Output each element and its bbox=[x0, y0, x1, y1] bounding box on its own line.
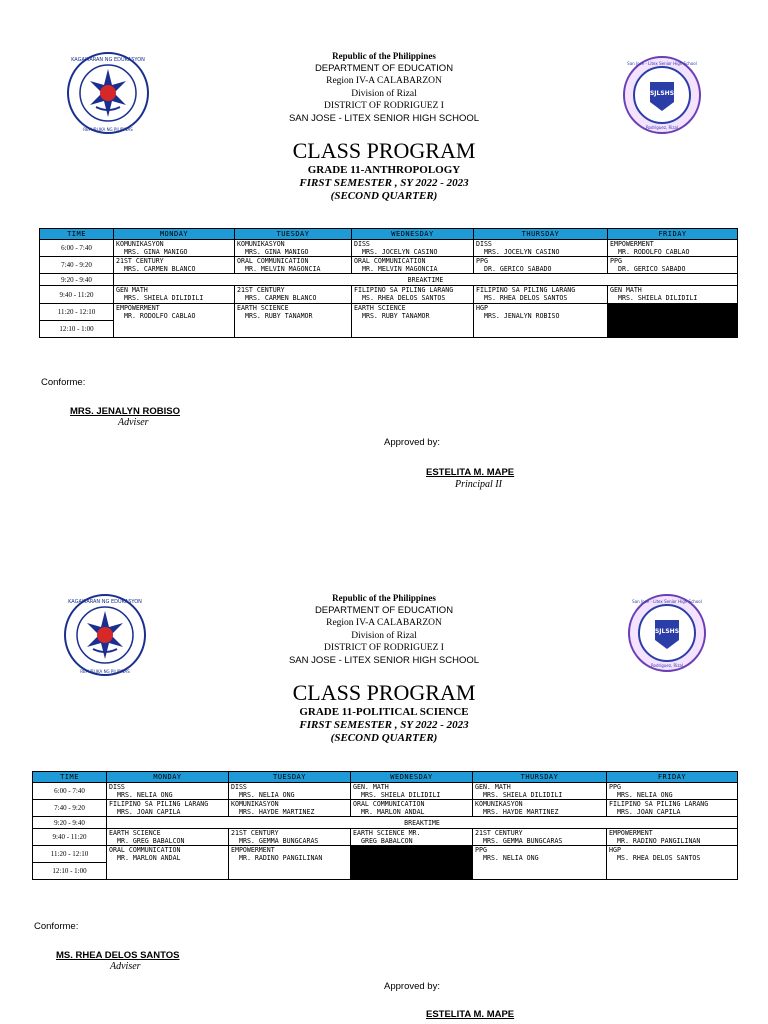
svg-text:KAGAWARAN NG EDUKASYON: KAGAWARAN NG EDUKASYON bbox=[68, 599, 142, 605]
teacher-name: MS. RHEA DELOS SANTOS bbox=[484, 294, 568, 302]
semester-line: FIRST SEMESTER , SY 2022 - 2023 bbox=[299, 719, 469, 731]
teacher-name: DR. GERICO SABADO bbox=[484, 265, 552, 273]
teacher-name: MR. MELVIN MAGONCIA bbox=[245, 265, 321, 273]
teacher-name: MRS. GINA MANIGO bbox=[245, 248, 309, 256]
teacher-name: MRS. JOAN CAPILA bbox=[117, 808, 181, 816]
day-header: TUESDAY bbox=[235, 229, 352, 240]
teacher-name: MRS. JENALYN ROBISO bbox=[484, 312, 560, 320]
subject-name: EMPOWERMENT bbox=[116, 304, 160, 312]
svg-text:Rodriguez, Rizal: Rodriguez, Rizal bbox=[645, 125, 679, 130]
teacher-name: MRS. SHIELA DILIDILI bbox=[618, 294, 698, 302]
adviser-name: MS. RHEA DELOS SANTOS bbox=[56, 950, 180, 961]
teacher-name: MR. MARLON ANDAL bbox=[361, 808, 425, 816]
subject-name: PPG bbox=[610, 257, 622, 265]
principal-name: ESTELITA M. MAPE bbox=[426, 1009, 515, 1020]
department-line: DEPARTMENT OF EDUCATION bbox=[314, 604, 454, 616]
principal-role: Principal II bbox=[455, 479, 502, 490]
breaktime-cell: BREAKTIME bbox=[114, 274, 738, 286]
principal-name: ESTELITA M. MAPE bbox=[426, 467, 515, 478]
subject-name: DISS bbox=[476, 240, 492, 248]
schedule-cell bbox=[473, 800, 607, 817]
adviser-role: Adviser bbox=[110, 961, 141, 972]
svg-text:SJLSHS: SJLSHS bbox=[654, 628, 680, 635]
schedule-table bbox=[32, 771, 738, 880]
svg-text:SJLSHS: SJLSHS bbox=[649, 90, 675, 97]
time-slot: 7:40 - 9:20 bbox=[40, 257, 114, 274]
teacher-name: MRS. SHIELA DILIDILI bbox=[124, 294, 204, 302]
teacher-name: MRS. CARMEN BLANCO bbox=[245, 294, 317, 302]
republic-line: Republic of the Philippines bbox=[332, 51, 436, 61]
division-line: Division of Rizal bbox=[351, 630, 417, 641]
subject-name: FILIPINO SA PILING LARANG bbox=[354, 286, 454, 294]
subject-name: DISS bbox=[231, 783, 247, 791]
subject-name: GEN. MATH bbox=[353, 783, 389, 791]
svg-text:KAGAWARAN NG EDUKASYON: KAGAWARAN NG EDUKASYON bbox=[71, 57, 145, 63]
teacher-name: MR. RODOLFO CABLAO bbox=[618, 248, 690, 256]
schedule-cell bbox=[607, 783, 738, 800]
program-title: CLASS PROGRAM bbox=[292, 680, 476, 705]
subject-name: EMPOWERMENT bbox=[610, 240, 654, 248]
schedule-cell bbox=[229, 829, 351, 846]
subject-name: EARTH SCIENCE MR. bbox=[353, 829, 421, 837]
schedule-cell bbox=[473, 829, 607, 846]
svg-text:REPUBLIKA NG PILIPINAS: REPUBLIKA NG PILIPINAS bbox=[80, 669, 130, 674]
teacher-name: MR. RADINO PANGILINAN bbox=[239, 854, 323, 862]
day-header: MONDAY bbox=[107, 772, 229, 783]
teacher-name: MRS. SHIELA DILIDILI bbox=[361, 791, 441, 799]
subject-name: ORAL COMMUNICATION bbox=[237, 257, 309, 265]
teacher-name: MR. RADINO PANGILINAN bbox=[617, 837, 701, 845]
subject-name: FILIPINO SA PILING LARANG bbox=[109, 800, 209, 808]
republic-line: Republic of the Philippines bbox=[332, 593, 436, 603]
conforme-label: Conforme: bbox=[41, 377, 86, 388]
subject-name: EARTH SCIENCE bbox=[109, 829, 161, 837]
district-line: DISTRICT OF RODRIGUEZ I bbox=[324, 101, 444, 111]
schedule-cell bbox=[351, 783, 473, 800]
subject-name: PPG bbox=[475, 846, 487, 854]
schedule-cell bbox=[107, 846, 229, 880]
schedule-cell bbox=[473, 783, 607, 800]
teacher-name: MRS. NELIA ONG bbox=[239, 791, 295, 799]
teacher-name: MRS. HAYDE MARTINEZ bbox=[483, 808, 559, 816]
time-slot: 6:00 - 7:40 bbox=[40, 240, 114, 257]
svg-text:Rodriguez, Rizal: Rodriguez, Rizal bbox=[650, 663, 684, 668]
subject-name: EARTH SCIENCE bbox=[354, 304, 406, 312]
svg-text:San Jose - Litex Senior High S: San Jose - Litex Senior High School bbox=[627, 61, 697, 66]
schedule-cell bbox=[473, 846, 607, 880]
time-slot: 9:20 - 9:40 bbox=[33, 817, 107, 829]
conforme-label: Conforme: bbox=[34, 921, 79, 932]
time-slot: 11:20 - 12:10 bbox=[33, 846, 107, 863]
schedule-cell bbox=[607, 829, 738, 846]
subject-name: 21ST CENTURY bbox=[231, 829, 279, 837]
adviser-name: MRS. JENALYN ROBISO bbox=[70, 406, 180, 417]
teacher-name: MRS. HAYDE MARTINEZ bbox=[239, 808, 315, 816]
grade-section: GRADE 11-ANTHROPOLOGY bbox=[307, 164, 461, 176]
approved-by-label: Approved by: bbox=[384, 437, 440, 448]
school-header bbox=[0, 592, 768, 667]
subject-name: PPG bbox=[609, 783, 621, 791]
day-header: FRIDAY bbox=[608, 229, 738, 240]
schedule-cell bbox=[107, 829, 229, 846]
subject-name: DISS bbox=[109, 783, 125, 791]
teacher-name: MR. RODOLFO CABLAO bbox=[124, 312, 196, 320]
day-header: THURSDAY bbox=[474, 229, 608, 240]
program-title: CLASS PROGRAM bbox=[292, 138, 476, 163]
subject-name: KOMUNIKASYON bbox=[237, 240, 285, 248]
teacher-name: MR. MELVIN MAGONCIA bbox=[362, 265, 438, 273]
table-row bbox=[33, 846, 738, 863]
breaktime-cell: BREAKTIME bbox=[107, 817, 738, 829]
schedule-cell bbox=[229, 783, 351, 800]
region-line: Region IV-A CALABARZON bbox=[326, 76, 442, 86]
schedule-cell bbox=[351, 800, 473, 817]
school-line: SAN JOSE - LITEX SENIOR HIGH SCHOOL bbox=[288, 112, 480, 124]
time-slot: 9:20 - 9:40 bbox=[40, 274, 114, 286]
teacher-name: MRS. SHIELA DILIDILI bbox=[483, 791, 563, 799]
adviser-role: Adviser bbox=[118, 417, 149, 428]
school-line: SAN JOSE - LITEX SENIOR HIGH SCHOOL bbox=[288, 654, 480, 666]
table-row bbox=[33, 800, 738, 817]
teacher-name: MR. MARLON ANDAL bbox=[117, 854, 181, 862]
teacher-name: MRS. GEMMA BUNGCARAS bbox=[239, 837, 319, 845]
teacher-name: MRS. NELIA ONG bbox=[483, 854, 539, 862]
subject-name: GEN MATH bbox=[610, 286, 642, 294]
time-slot: 9:40 - 11:20 bbox=[33, 829, 107, 846]
teacher-name: MR. GREG BABALCON bbox=[117, 837, 185, 845]
schedule-header-row bbox=[33, 772, 738, 783]
day-header: THURSDAY bbox=[473, 772, 607, 783]
division-line: Division of Rizal bbox=[351, 88, 417, 99]
schedule-cell bbox=[107, 800, 229, 817]
teacher-name: MRS. JOCELYN CASINO bbox=[484, 248, 560, 256]
region-line: Region IV-A CALABARZON bbox=[326, 618, 442, 628]
table-row bbox=[33, 829, 738, 846]
subject-name: HGP bbox=[609, 846, 621, 854]
day-header: WEDNESDAY bbox=[351, 772, 473, 783]
schedule-cell bbox=[229, 846, 351, 880]
time-slot: 11:20 - 12:10 bbox=[40, 304, 114, 321]
subject-name: GEN MATH bbox=[116, 286, 148, 294]
program-title-block bbox=[0, 680, 768, 745]
schedule-cell bbox=[229, 800, 351, 817]
table-row bbox=[33, 783, 738, 800]
district-line: DISTRICT OF RODRIGUEZ I bbox=[324, 643, 444, 653]
subject-name: EMPOWERMENT bbox=[231, 846, 275, 854]
svg-text:San Jose - Litex Senior High S: San Jose - Litex Senior High School bbox=[632, 599, 702, 604]
time-slot: 12:10 - 1:00 bbox=[33, 863, 107, 880]
day-header: TUESDAY bbox=[229, 772, 351, 783]
subject-name: 21ST CENTURY bbox=[237, 286, 285, 294]
subject-name: 21ST CENTURY bbox=[116, 257, 164, 265]
day-header: TIME bbox=[40, 229, 114, 240]
teacher-name: MRS. JOCELYN CASINO bbox=[362, 248, 438, 256]
teacher-name: MRS. NELIA ONG bbox=[617, 791, 673, 799]
subject-name: KOMUNIKASYON bbox=[475, 800, 523, 808]
subject-name: DISS bbox=[354, 240, 370, 248]
semester-line: FIRST SEMESTER , SY 2022 - 2023 bbox=[299, 177, 469, 189]
schedule-cell bbox=[607, 846, 738, 880]
time-slot: 9:40 - 11:20 bbox=[40, 286, 114, 304]
schedule-cell bbox=[607, 800, 738, 817]
time-slot: 6:00 - 7:40 bbox=[33, 783, 107, 800]
subject-name: EMPOWERMENT bbox=[609, 829, 653, 837]
day-header: FRIDAY bbox=[607, 772, 738, 783]
svg-text:REPUBLIKA NG PILIPINAS: REPUBLIKA NG PILIPINAS bbox=[83, 127, 133, 132]
subject-name: KOMUNIKASYON bbox=[116, 240, 164, 248]
quarter-line: (SECOND QUARTER) bbox=[330, 732, 438, 744]
subject-name: FILIPINO SA PILING LARANG bbox=[476, 286, 576, 294]
day-header: MONDAY bbox=[114, 229, 235, 240]
time-slot: 12:10 - 1:00 bbox=[40, 321, 114, 338]
subject-name: ORAL COMMUNICATION bbox=[353, 800, 425, 808]
time-slot: 7:40 - 9:20 bbox=[33, 800, 107, 817]
teacher-name: MRS. RUBY TANAMOR bbox=[245, 312, 313, 320]
teacher-name: MS. RHEA DELOS SANTOS bbox=[617, 854, 701, 862]
schedule-cell bbox=[107, 783, 229, 800]
teacher-name: GREG BABALCON bbox=[361, 837, 413, 845]
day-header: WEDNESDAY bbox=[352, 229, 474, 240]
teacher-name: MRS. GEMMA BUNGCARAS bbox=[483, 837, 563, 845]
schedule-cell bbox=[351, 829, 473, 846]
subject-name: ORAL COMMUNICATION bbox=[354, 257, 426, 265]
subject-name: EARTH SCIENCE bbox=[237, 304, 289, 312]
subject-name: KOMUNIKASYON bbox=[231, 800, 279, 808]
subject-name: PPG bbox=[476, 257, 488, 265]
teacher-name: MRS. GINA MANIGO bbox=[124, 248, 188, 256]
subject-name: GEN. MATH bbox=[475, 783, 511, 791]
schedule-cell bbox=[351, 846, 473, 880]
teacher-name: MRS. JOAN CAPILA bbox=[617, 808, 681, 816]
teacher-name: MS. RHEA DELOS SANTOS bbox=[362, 294, 446, 302]
day-header: TIME bbox=[33, 772, 107, 783]
subject-name: FILIPINO SA PILING LARANG bbox=[609, 800, 709, 808]
approved-by-label: Approved by: bbox=[384, 981, 440, 992]
teacher-name: DR. GERICO SABADO bbox=[618, 265, 686, 273]
teacher-name: MRS. CARMEN BLANCO bbox=[124, 265, 196, 273]
subject-name: ORAL COMMUNICATION bbox=[109, 846, 181, 854]
subject-name: 21ST CENTURY bbox=[475, 829, 523, 837]
subject-name: HGP bbox=[476, 304, 488, 312]
teacher-name: MRS. NELIA ONG bbox=[117, 791, 173, 799]
department-line: DEPARTMENT OF EDUCATION bbox=[314, 62, 454, 74]
table-row bbox=[33, 817, 738, 829]
grade-section: GRADE 11-POLITICAL SCIENCE bbox=[299, 706, 469, 718]
teacher-name: MRS. RUBY TANAMOR bbox=[362, 312, 430, 320]
quarter-line: (SECOND QUARTER) bbox=[330, 190, 438, 202]
